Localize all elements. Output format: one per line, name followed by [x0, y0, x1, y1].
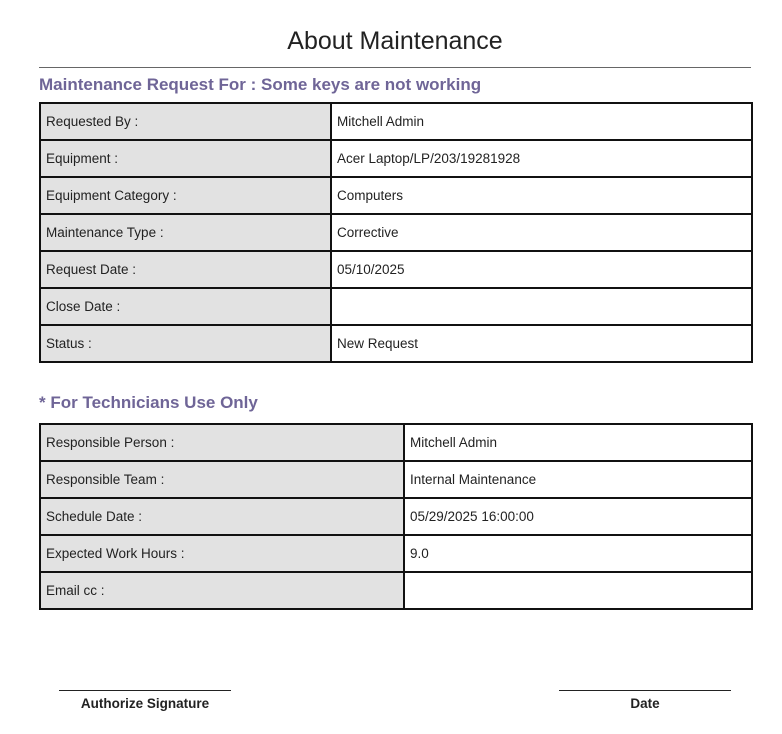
- email-cc-label: Email cc :: [40, 572, 404, 609]
- table-row: [40, 572, 752, 609]
- table-row: [40, 251, 752, 288]
- title-divider: [39, 67, 751, 68]
- date-signature-line: [559, 690, 731, 691]
- requested-by-label: Requested By :: [40, 103, 331, 140]
- authorize-signature-line: [59, 690, 231, 691]
- maintenance-type-label: Maintenance Type :: [40, 214, 331, 251]
- equipment-label: Equipment :: [40, 140, 331, 177]
- expected-work-hours-label: Expected Work Hours :: [40, 535, 404, 572]
- table-row: [40, 461, 752, 498]
- equipment-category-value: Computers: [331, 177, 752, 214]
- table-row: [40, 498, 752, 535]
- table-row: [40, 424, 752, 461]
- date-signature-block: [559, 690, 731, 713]
- responsible-person-value: Mitchell Admin: [404, 424, 752, 461]
- schedule-date-value: 05/29/2025 16:00:00: [404, 498, 752, 535]
- table-row: [40, 103, 752, 140]
- table-row: [40, 214, 752, 251]
- page-title: About Maintenance: [287, 27, 503, 55]
- table-row: [40, 325, 752, 362]
- schedule-date-label: Schedule Date :: [40, 498, 404, 535]
- date-signature-label: Date: [630, 696, 660, 711]
- responsible-team-label: Responsible Team :: [40, 461, 404, 498]
- table-row: [40, 177, 752, 214]
- expected-work-hours-value: 9.0: [404, 535, 752, 572]
- equipment-value: Acer Laptop/LP/203/19281928: [331, 140, 752, 177]
- authorize-signature-block: [59, 690, 231, 713]
- maintenance-type-value: Corrective: [331, 214, 752, 251]
- request-date-label: Request Date :: [40, 251, 331, 288]
- table-row: [40, 288, 752, 325]
- responsible-team-value: Internal Maintenance: [404, 461, 752, 498]
- responsible-person-label: Responsible Person :: [40, 424, 404, 461]
- technician-details-table: [39, 423, 753, 610]
- request-section-heading: Maintenance Request For : Some keys are not working: [39, 75, 482, 94]
- request-details-table: [39, 102, 753, 363]
- email-cc-value: [404, 572, 752, 609]
- status-label: Status :: [40, 325, 331, 362]
- close-date-label: Close Date :: [40, 288, 331, 325]
- authorize-signature-label: Authorize Signature: [80, 696, 210, 711]
- requested-by-value: Mitchell Admin: [331, 103, 752, 140]
- close-date-value: [331, 288, 752, 325]
- technician-section-heading: * For Technicians Use Only: [39, 393, 258, 412]
- status-value: New Request: [331, 325, 752, 362]
- equipment-category-label: Equipment Category :: [40, 177, 331, 214]
- request-date-value: 05/10/2025: [331, 251, 752, 288]
- table-row: [40, 140, 752, 177]
- table-row: [40, 535, 752, 572]
